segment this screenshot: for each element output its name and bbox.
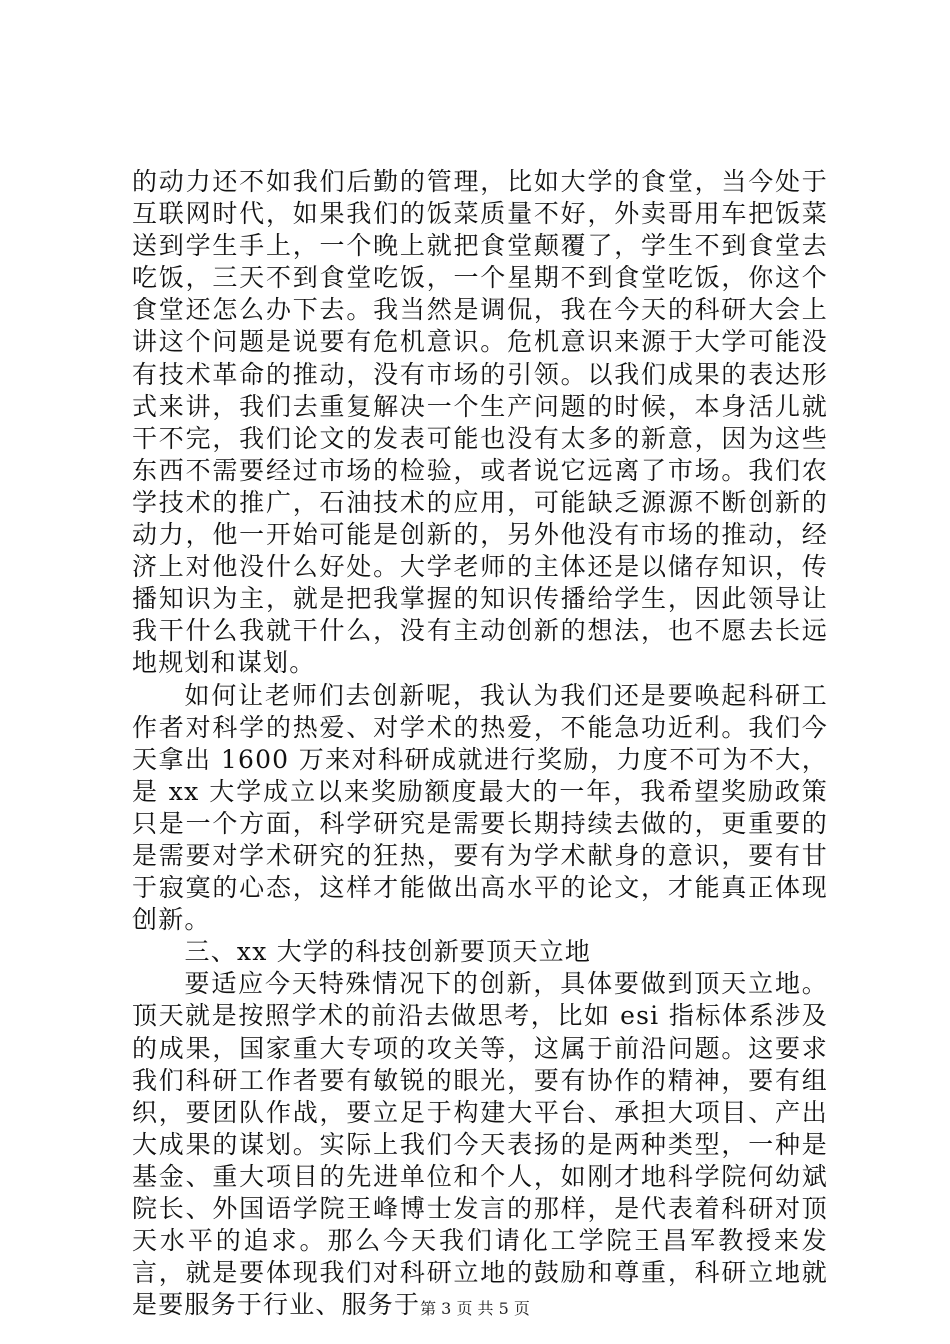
page-number-footer: 第 3 页 共 5 页 [420,1299,530,1318]
paragraph-2: 如何让老师们去创新呢，我认为我们还是要唤起科研工作者对科学的热爱、对学术的热爱，不能急功近利。我们今天拿出 1600 万来对科研成就进行奖励，力度不可为不大，是 xx 大学成立以来奖励额度最大的一年，我希望奖励政策只是一个方面，科学研究是需要长期持续去做的，更重要的是需要对学术研究的狂热，要有为学术献身的意识，要有甘于寂寞的心态，这样才能做出高水平的论文，才能真正体现创新。 [132,680,828,935]
paragraph-3: 要适应今天特殊情况下的创新，具体要做到顶天立地。顶天就是按照学术的前沿去做思考，比如 esi 指标体系涉及的成果，国家重大专项的攻关等，这属于前沿问题。这要求我们科研工作者要有敏锐的眼光，要有协作的精神，要有组织，要团队作战，要立足于构建大平台、承担大项目、产出大成果的谋划。实际上我们今天表扬的是两种类型，一种是基金、重大项目的先进单位和个人，如刚才地科学院何幼斌院长、外国语学院王峰博士发言的那样，是代表着科研对顶天水平的追求。那么今天我们请化工学院王昌军教授来发言，就是要体现我们对科研立地的鼓励和尊重，科研立地就是要服务于行业、服务于 [132,969,828,1320]
paragraph-1: 的动力还不如我们后勤的管理，比如大学的食堂，当今处于互联网时代，如果我们的饭菜质量不好，外卖哥用车把饭菜送到学生手上，一个晚上就把食堂颠覆了，学生不到食堂去吃饭，三天不到食堂吃饭，一个星期不到食堂吃饭，你这个食堂还怎么办下去。我当然是调侃，我在今天的科研大会上讲这个问题是说要有危机意识。危机意识来源于大学可能没有技术革命的推动，没有市场的引领。以我们成果的表达形式来讲，我们去重复解决一个生产问题的时候，本身活儿就干不完，我们论文的发表可能也没有太多的新意，因为这些东西不需要经过市场的检验，或者说它远离了市场。我们农学技术的推广，石油技术的应用，可能缺乏源源不断创新的动力，他一开始可能是创新的，另外他没有市场的推动，经济上对他没什么好处。大学老师的主体还是以储存知识，传播知识为主，就是把我掌握的知识传播给学生，因此领导让我干什么我就干什么，没有主动创新的想法，也不愿去长远地规划和谋划。 [132,167,828,678]
document-body [132,166,828,1321]
section-heading: 三、xx 大学的科技创新要顶天立地 [184,937,592,967]
